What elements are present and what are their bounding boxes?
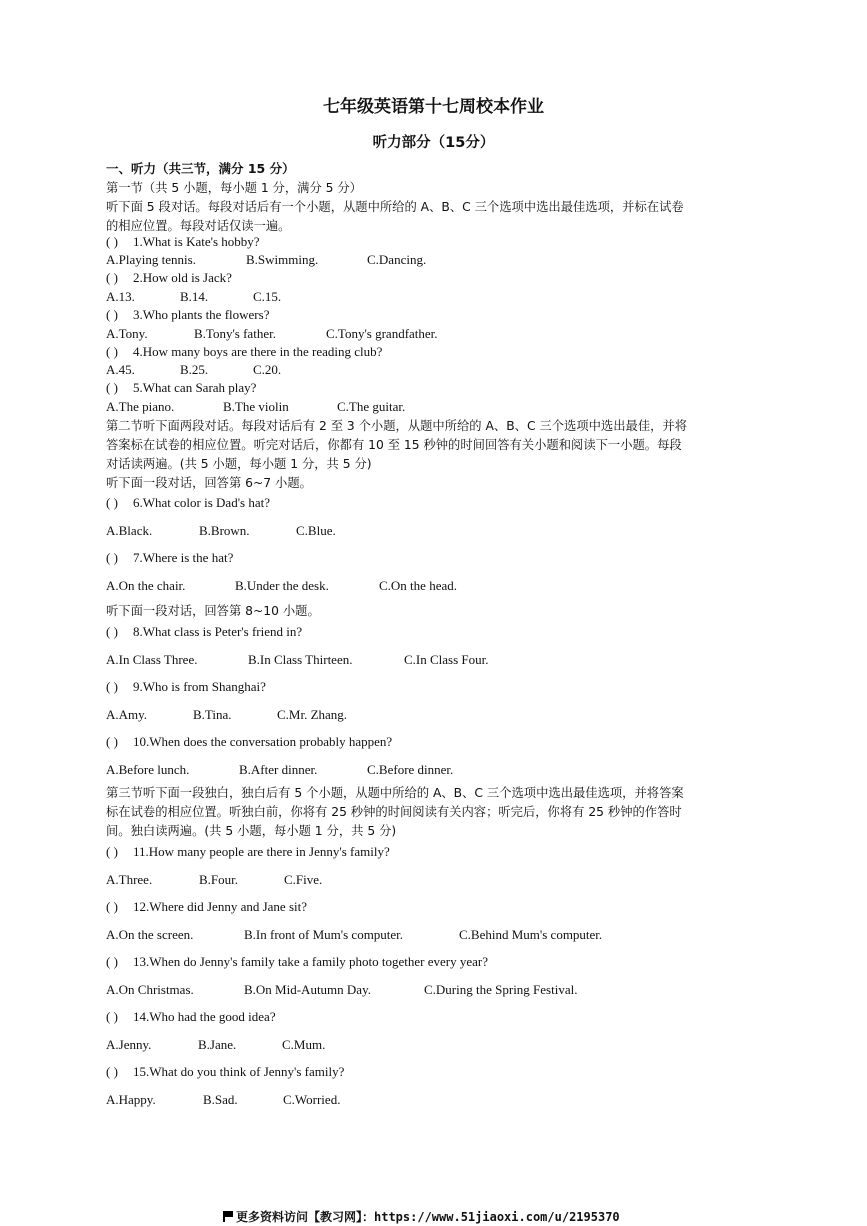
answer-blank[interactable]: ( ) xyxy=(106,234,118,249)
answer-blank[interactable]: ( ) xyxy=(106,624,118,639)
option-b: B.After dinner. xyxy=(239,762,318,777)
question-3 xyxy=(106,307,269,323)
answer-blank[interactable]: ( ) xyxy=(106,734,118,749)
option-a: A.Playing tennis. xyxy=(106,252,196,267)
option-c: C.Before dinner. xyxy=(367,762,454,777)
question-text: 14.Who had the good idea? xyxy=(133,1009,276,1024)
option-b: B.Four. xyxy=(199,872,239,887)
option-c: C.Mum. xyxy=(282,1037,326,1052)
question-15 xyxy=(106,1064,344,1080)
option-a: A.On the screen. xyxy=(106,927,194,942)
option-c: C.15. xyxy=(253,289,282,304)
question-2 xyxy=(106,270,232,286)
part1-instruction-line1: 听下面 5 段对话。每段对话后有一个小题，从题中所给的 A、B、C 三个选项中选出最佳选项，并标在试卷 xyxy=(106,200,684,214)
part2-instruction-line2: 答案标在试卷的相应位置。听完对话后，你都有 10 至 15 秒钟的时间回答有关小题和阅读下一小题。每段 xyxy=(106,438,682,452)
question-1 xyxy=(106,234,260,250)
question-14 xyxy=(106,1009,276,1025)
question-9 xyxy=(106,679,266,695)
dialog2-intro: 听下面一段对话，回答第 8~10 小题。 xyxy=(106,604,320,618)
question-4 xyxy=(106,344,382,360)
option-b: B.Brown. xyxy=(199,523,250,538)
option-c: C.Dancing. xyxy=(367,252,427,267)
option-c: C.20. xyxy=(253,362,282,377)
option-b: B.Swimming. xyxy=(246,252,319,267)
question-12 xyxy=(106,899,307,915)
answer-blank[interactable]: ( ) xyxy=(106,270,118,285)
option-a: A.Amy. xyxy=(106,707,148,722)
option-c: C.Worried. xyxy=(283,1092,341,1107)
answer-blank[interactable]: ( ) xyxy=(106,954,118,969)
option-b: B.Jane. xyxy=(198,1037,237,1052)
option-c: C.During the Spring Festival. xyxy=(424,982,578,997)
answer-blank[interactable]: ( ) xyxy=(106,344,118,359)
option-b: B.25. xyxy=(180,362,209,377)
option-a: A.13. xyxy=(106,289,135,304)
option-a: A.Before lunch. xyxy=(106,762,190,777)
question-7 xyxy=(106,550,233,566)
option-b: B.Tina. xyxy=(193,707,232,722)
option-a: A.Happy. xyxy=(106,1092,156,1107)
answer-blank[interactable]: ( ) xyxy=(106,550,118,565)
option-a: A.Three. xyxy=(106,872,153,887)
page-title: 七年级英语第十七周校本作业 xyxy=(323,97,544,117)
question-text: 11.How many people are there in Jenny's family? xyxy=(133,844,390,859)
flag-icon xyxy=(223,1211,233,1222)
footer-text: 更多资料访问【教习网】：https://www.51jiaoxi.com/u/2195370 xyxy=(236,1210,620,1224)
option-b: B.In front of Mum's computer. xyxy=(244,927,404,942)
question-8 xyxy=(106,624,302,640)
question-text: 8.What class is Peter's friend in? xyxy=(133,624,303,639)
question-text: 7.Where is the hat? xyxy=(133,550,234,565)
question-13 xyxy=(106,954,488,970)
part3-instruction-line3: 间。独白读两遍。(共 5 小题，每小题 1 分，共 5 分) xyxy=(106,824,397,838)
option-b: B.Tony's father. xyxy=(194,326,276,341)
option-a: A.45. xyxy=(106,362,135,377)
option-c: C.On the head. xyxy=(379,578,457,593)
option-b: B.On Mid-Autumn Day. xyxy=(244,982,371,997)
question-text: 5.What can Sarah play? xyxy=(133,380,257,395)
page-subtitle: 听力部分（15分） xyxy=(372,135,495,151)
question-text: 15.What do you think of Jenny's family? xyxy=(133,1064,345,1079)
question-text: 6.What color is Dad's hat? xyxy=(133,495,270,510)
section-heading: 一、听力（共三节，满分 15 分） xyxy=(106,161,295,176)
dialog1-intro: 听下面一段对话，回答第 6~7 小题。 xyxy=(106,476,312,490)
answer-blank[interactable]: ( ) xyxy=(106,844,118,859)
footer-link[interactable] xyxy=(223,1208,620,1225)
question-6 xyxy=(106,495,270,511)
option-c: C.Blue. xyxy=(296,523,336,538)
part3-instruction-line1: 第三节听下面一段独白，独白后有 5 个小题，从题中所给的 A、B、C 三个选项中选出最佳选项，并将答案 xyxy=(106,786,684,800)
option-b: B.In Class Thirteen. xyxy=(248,652,353,667)
option-a: A.On Christmas. xyxy=(106,982,194,997)
option-b: B.14. xyxy=(180,289,209,304)
option-c: C.In Class Four. xyxy=(404,652,489,667)
question-11 xyxy=(106,844,390,860)
answer-blank[interactable]: ( ) xyxy=(106,899,118,914)
answer-blank[interactable]: ( ) xyxy=(106,1009,118,1024)
answer-blank[interactable]: ( ) xyxy=(106,380,118,395)
option-a: A.Jenny. xyxy=(106,1037,152,1052)
part2-instruction-line1: 第二节听下面两段对话。每段对话后有 2 至 3 个小题，从题中所给的 A、B、C 三个选项中选出最佳，并将 xyxy=(106,419,688,433)
option-b: B.Sad. xyxy=(203,1092,238,1107)
question-10 xyxy=(106,734,392,750)
part1-instruction-line2: 的相应位置。每段对话仅读一遍。 xyxy=(106,219,291,233)
answer-blank[interactable]: ( ) xyxy=(106,1064,118,1079)
question-5 xyxy=(106,380,256,396)
part3-instruction-line2: 标在试卷的相应位置。听独白前，你将有 25 秒钟的时间阅读有关内容；听完后，你将有 25 秒钟的作答时 xyxy=(106,805,682,819)
option-b: B.The violin xyxy=(223,399,289,414)
question-text: 13.When do Jenny's family take a family photo together every year? xyxy=(133,954,489,969)
question-text: 2.How old is Jack? xyxy=(133,270,232,285)
option-c: C.Mr. Zhang. xyxy=(277,707,348,722)
option-c: C.Behind Mum's computer. xyxy=(459,927,603,942)
option-b: B.Under the desk. xyxy=(235,578,329,593)
part2-instruction-line3: 对话读两遍。(共 5 小题，每小题 1 分，共 5 分) xyxy=(106,457,372,471)
question-text: 4.How many boys are there in the reading club? xyxy=(133,344,383,359)
answer-blank[interactable]: ( ) xyxy=(106,679,118,694)
question-text: 9.Who is from Shanghai? xyxy=(133,679,266,694)
option-a: A.The piano. xyxy=(106,399,175,414)
part1-header: 第一节（共 5 小题，每小题 1 分，满分 5 分） xyxy=(106,181,362,195)
answer-blank[interactable]: ( ) xyxy=(106,495,118,510)
question-text: 10.When does the conversation probably happen? xyxy=(133,734,393,749)
option-a: A.On the chair. xyxy=(106,578,186,593)
option-c: C.Five. xyxy=(284,872,323,887)
option-c: C.Tony's grandfather. xyxy=(326,326,438,341)
question-text: 3.Who plants the flowers? xyxy=(133,307,270,322)
option-a: A.Black. xyxy=(106,523,153,538)
option-c: C.The guitar. xyxy=(337,399,406,414)
answer-blank[interactable]: ( ) xyxy=(106,307,118,322)
option-a: A.In Class Three. xyxy=(106,652,198,667)
question-text: 12.Where did Jenny and Jane sit? xyxy=(133,899,308,914)
question-text: 1.What is Kate's hobby? xyxy=(133,234,260,249)
option-a: A.Tony. xyxy=(106,326,148,341)
